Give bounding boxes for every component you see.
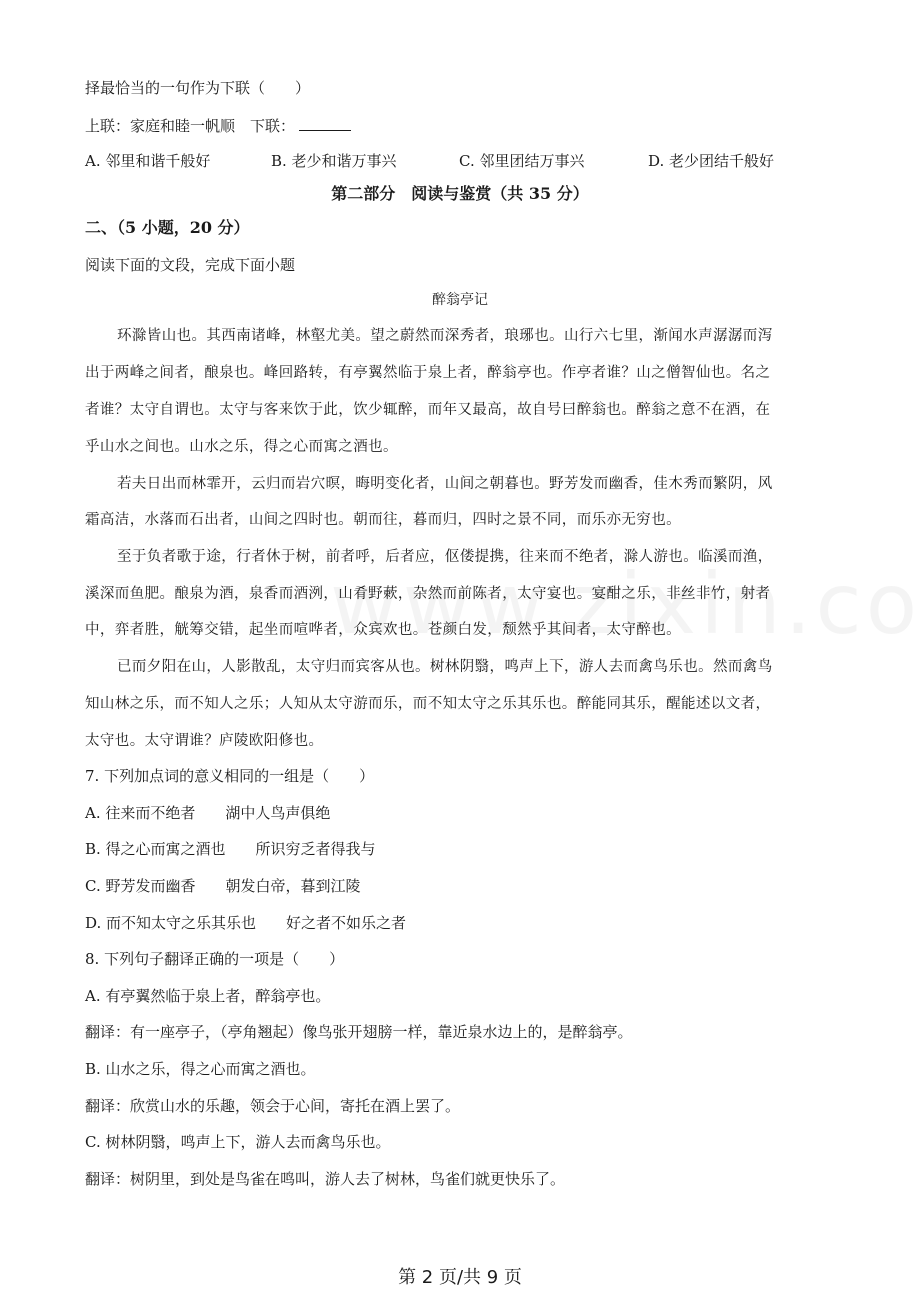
question-7-stem: 7. 下列加点词的意义相同的一组是（ ） [85,767,375,785]
passage-line: 乎山水之间也。山水之乐，得之心而寓之酒也。 [85,439,398,455]
question-8-option-c: C. 树林阴翳，鸣声上下，游人去而禽鸟乐也。 [85,1133,391,1151]
passage-line: 至于负者歌于途，行者休于树，前者呼，后者应，伛偻提携，往来而不绝者，滁人游也。临溪而渔， [117,549,773,565]
reading-instruction: 阅读下面的文段，完成下面小题 [85,256,296,274]
question-7-option-a: A. 往来而不绝者 湖中人鸟声俱绝 [85,804,331,822]
passage-line: 环滁皆山也。其西南诸峰，林壑尤美。望之蔚然而深秀者，琅琊也。山行六七里，渐闻水声潺潺而泻 [117,328,773,344]
page-indicator: 第 2 页/共 9 页 [398,1267,522,1288]
question-8-stem: 8. 下列句子翻译正确的一项是（ ） [85,950,345,968]
question-8-translation-c: 翻译：树阴里，到处是鸟雀在鸣叫，游人去了树林，鸟雀们就更快乐了。 [85,1170,566,1188]
couplet-label: 上联：家庭和睦一帆顺 下联： [85,117,296,135]
answer-blank [299,116,351,131]
passage-line: 者谁？太守自谓也。太守与客来饮于此，饮少辄醉，而年又最高，故自号曰醉翁也。醉翁之意不在酒，在 [85,402,771,418]
passage-line: 太守也。太守谓谁？庐陵欧阳修也。 [85,733,324,749]
couplet-line [85,116,351,136]
passage-line: 知山林之乐，而不知人之乐；人知从太守游而乐，而不知太守之乐其乐也。醉能同其乐，醒能述以文者， [85,696,771,712]
part-title: 第二部分 阅读与鉴赏（共 35 分） [331,184,589,203]
passage-line: 若夫日出而林霏开，云归而岩穴暝，晦明变化者，山间之朝暮也。野芳发而幽香，佳木秀而繁阴，风 [117,476,773,492]
question-6-options [85,150,845,172]
passage-line: 溪深而鱼肥。酿泉为酒，泉香而酒洌，山肴野蔌，杂然而前陈者，太守宴也。宴酣之乐，非丝非竹，射者 [85,586,771,602]
question-8-option-a: A. 有亭翼然临于泉上者，醉翁亭也。 [85,987,331,1005]
option-a: A. 邻里和谐千般好 [85,152,211,170]
option-d: D. 老少团结千般好 [648,152,775,170]
question-7-option-d: D. 而不知太守之乐其乐也 好之者不如乐之者 [85,914,407,932]
passage-line: 霜高洁，水落而石出者，山间之四时也。朝而往，暮而归，四时之景不同，而乐亦无穷也。 [85,512,681,528]
question-6-stem-tail: 择最恰当的一句作为下联（ ） [85,79,311,97]
option-c: C. 邻里团结万事兴 [459,152,585,170]
question-8-translation-a: 翻译：有一座亭子，（亭角翘起）像鸟张开翅膀一样，靠近泉水边上的，是醉翁亭。 [85,1023,633,1041]
question-8-translation-b: 翻译：欣赏山水的乐趣，领会于心间，寄托在酒上罢了。 [85,1097,461,1115]
question-8-option-b: B. 山水之乐，得之心而寓之酒也。 [85,1060,316,1078]
passage-title: 醉翁亭记 [432,292,488,308]
passage-line: 出于两峰之间者，酿泉也。峰回路转，有亭翼然临于泉上者，醉翁亭也。作亭者谁？山之僧智仙也。名之 [85,365,771,381]
section-heading: 二、（5 小题，20 分） [85,218,250,237]
option-b: B. 老少和谐万事兴 [271,152,397,170]
question-7-option-b: B. 得之心而寓之酒也 所识穷乏者得我与 [85,840,376,858]
question-7-option-c: C. 野芳发而幽香 朝发白帝，暮到江陵 [85,877,361,895]
passage-line: 中，弈者胜，觥筹交错，起坐而喧哗者，众宾欢也。苍颜白发，颓然乎其间者，太守醉也。 [85,622,681,638]
passage-line: 已而夕阳在山，人影散乱，太守归而宾客从也。树林阴翳，鸣声上下，游人去而禽鸟乐也。然而禽鸟 [117,659,773,675]
